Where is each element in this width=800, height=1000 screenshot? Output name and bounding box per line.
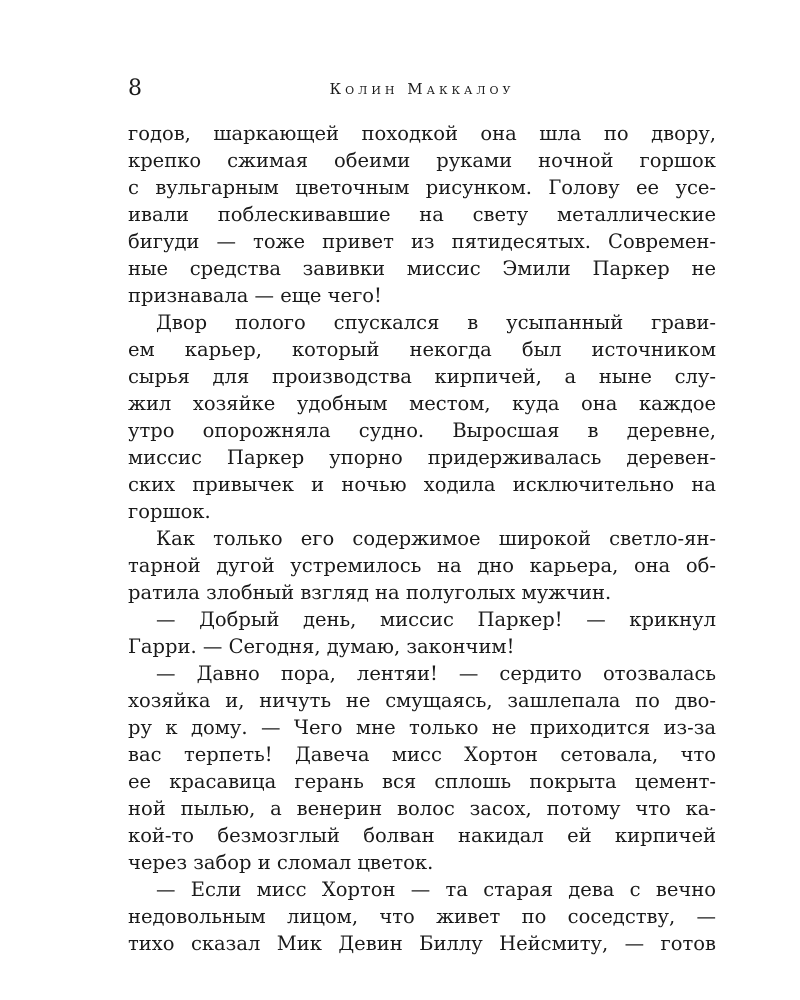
text-line: ем карьер, который некогда был источником bbox=[128, 338, 716, 361]
text-line: кой-то безмозглый болван накидал ей кирпичей bbox=[128, 824, 716, 847]
text-line: тарной дугой устремилось на дно карьера, она об- bbox=[128, 554, 716, 577]
text-line: миссис Паркер упорно придерживалась деревен- bbox=[128, 446, 716, 469]
text-line: ной пылью, а венерин волос засох, потому что ка- bbox=[128, 797, 716, 820]
text-line: — Давно пора, лентяи! — сердито отозвалась bbox=[156, 662, 716, 685]
text-line: сырья для производства кирпичей, а ныне слу- bbox=[128, 365, 716, 388]
text-line: крепко сжимая обеими руками ночной горшок bbox=[128, 149, 716, 172]
running-head-author: Колин Маккалоу bbox=[329, 80, 515, 98]
text-line: — Если мисс Хортон — та старая дева с вечно bbox=[156, 878, 716, 901]
text-line: ее красавица герань вся сплошь покрыта цемент- bbox=[128, 770, 716, 793]
text-line: ских привычек и ночью ходила исключительно на bbox=[128, 473, 716, 496]
text-line: вас терпеть! Давеча мисс Хортон сетовала, что bbox=[128, 743, 716, 766]
text-line: годов, шаркающей походкой она шла по двору, bbox=[128, 122, 716, 145]
text-line: Гарри. — Сегодня, думаю, закончим! bbox=[128, 635, 515, 658]
page-header bbox=[128, 74, 716, 104]
text-line: Двор полого спускался в усыпанный грави- bbox=[156, 311, 716, 334]
page-number: 8 bbox=[128, 76, 142, 101]
body-text bbox=[128, 120, 716, 957]
text-line: с вульгарным цветочным рисунком. Голову ее усе- bbox=[128, 176, 716, 199]
text-line: ные средства завивки миссис Эмили Паркер не bbox=[128, 257, 716, 280]
text-line: ру к дому. — Чего мне только не приходится из-за bbox=[128, 716, 716, 739]
text-line: хозяйка и, ничуть не смущаясь, зашлепала по дво- bbox=[128, 689, 716, 712]
text-line: — Добрый день, миссис Паркер! — крикнул bbox=[156, 608, 716, 631]
text-line: Как только его содержимое широкой светло-ян- bbox=[156, 527, 716, 550]
text-line: тихо сказал Мик Девин Биллу Нейсмиту, — готов bbox=[128, 932, 716, 955]
text-line: через забор и сломал цветок. bbox=[128, 851, 434, 874]
text-line: жил хозяйке удобным местом, куда она каждое bbox=[128, 392, 716, 415]
text-line: ратила злобный взгляд на полуголых мужчин. bbox=[128, 581, 612, 604]
text-line: утро опорожняла судно. Выросшая в деревне, bbox=[128, 419, 716, 442]
text-line: горшок. bbox=[128, 500, 211, 523]
text-line: ивали поблескивавшие на свету металлические bbox=[128, 203, 716, 226]
text-line: бигуди — тоже привет из пятидесятых. Современ- bbox=[128, 230, 716, 253]
text-line: признавала — еще чего! bbox=[128, 284, 382, 307]
text-line: недовольным лицом, что живет по соседству, — bbox=[128, 905, 716, 928]
